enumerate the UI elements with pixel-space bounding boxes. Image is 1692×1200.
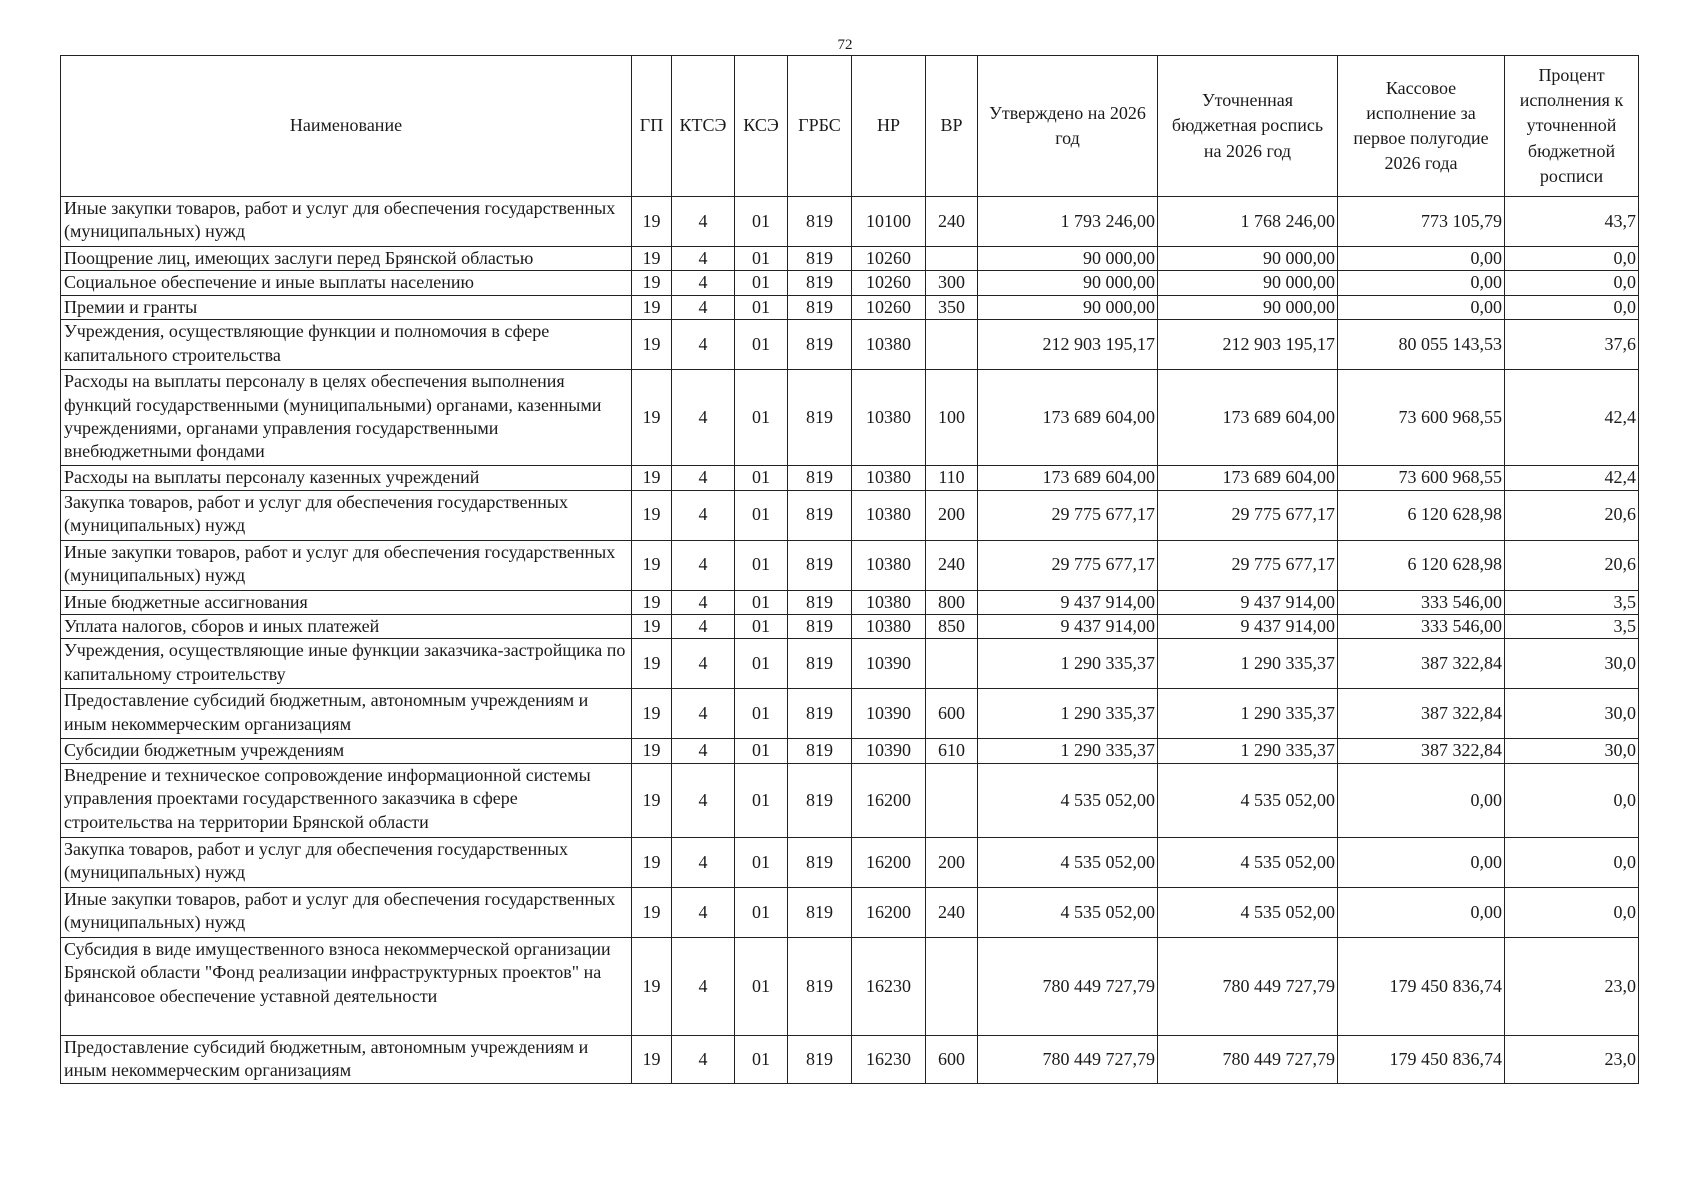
cell-approved: 4 535 052,00 [978,887,1158,937]
table-header-row [61,56,1639,197]
header-refined: Уточненная бюджетная роспись на 2026 год [1158,56,1338,197]
table-row [61,197,1639,247]
cell-refined: 90 000,00 [1158,247,1338,271]
cell-ktse: 4 [672,370,735,466]
cell-np: 10380 [852,540,926,590]
cell-grbs: 819 [788,540,852,590]
cell-gp: 19 [632,689,672,739]
cell-kse: 01 [735,197,788,247]
cell-gp: 19 [632,295,672,319]
cell-approved: 1 290 335,37 [978,689,1158,739]
header-approved: Утверждено на 2026 год [978,56,1158,197]
cell-refined: 90 000,00 [1158,271,1338,295]
cell-name: Субсидии бюджетным учреждениям [61,739,632,763]
cell-name: Иные закупки товаров, работ и услуг для обеспечения государственных (муниципальных) нужд [61,887,632,937]
cell-cash: 773 105,79 [1338,197,1505,247]
cell-grbs: 819 [788,887,852,937]
cell-grbs: 819 [788,370,852,466]
cell-kse: 01 [735,295,788,319]
table-row [61,837,1639,887]
header-np: НР [852,56,926,197]
cell-percent: 3,5 [1505,590,1639,614]
cell-ktse: 4 [672,320,735,370]
cell-vr [926,937,978,1035]
cell-gp: 19 [632,763,672,837]
cell-grbs: 819 [788,739,852,763]
cell-name: Иные закупки товаров, работ и услуг для обеспечения государственных (муниципальных) нужд [61,197,632,247]
cell-grbs: 819 [788,197,852,247]
cell-ktse: 4 [672,197,735,247]
cell-approved: 90 000,00 [978,271,1158,295]
cell-approved: 90 000,00 [978,295,1158,319]
cell-kse: 01 [735,590,788,614]
cell-vr: 300 [926,271,978,295]
cell-kse: 01 [735,540,788,590]
cell-refined: 780 449 727,79 [1158,937,1338,1035]
cell-np: 10380 [852,370,926,466]
cell-approved: 29 775 677,17 [978,490,1158,540]
table-body [61,197,1639,1084]
cell-refined: 1 290 335,37 [1158,739,1338,763]
cell-grbs: 819 [788,689,852,739]
cell-approved: 1 290 335,37 [978,639,1158,689]
header-kse: КСЭ [735,56,788,197]
cell-approved: 212 903 195,17 [978,320,1158,370]
cell-percent: 0,0 [1505,837,1639,887]
cell-name: Расходы на выплаты персоналу в целях обеспечения выполнения функций государственными (муниципальными) органами, казенными учреждениями, органами управления государственными внебюджетными фондами [61,370,632,466]
cell-vr: 610 [926,739,978,763]
cell-vr: 110 [926,466,978,490]
cell-percent: 0,0 [1505,295,1639,319]
cell-approved: 4 535 052,00 [978,763,1158,837]
cell-grbs: 819 [788,837,852,887]
cell-name: Социальное обеспечение и иные выплаты населению [61,271,632,295]
cell-cash: 0,00 [1338,247,1505,271]
cell-gp: 19 [632,739,672,763]
cell-refined: 173 689 604,00 [1158,370,1338,466]
cell-cash: 333 546,00 [1338,614,1505,638]
cell-percent: 20,6 [1505,540,1639,590]
cell-np: 10100 [852,197,926,247]
cell-gp: 19 [632,1035,672,1083]
cell-kse: 01 [735,271,788,295]
cell-kse: 01 [735,887,788,937]
cell-vr [926,247,978,271]
cell-ktse: 4 [672,739,735,763]
cell-name: Внедрение и техническое сопровождение информационной системы управления проектами государственного заказчика в сфере строительства на территории Брянской области [61,763,632,837]
cell-refined: 1 768 246,00 [1158,197,1338,247]
table-row [61,295,1639,319]
cell-approved: 173 689 604,00 [978,370,1158,466]
cell-kse: 01 [735,247,788,271]
header-vr: ВР [926,56,978,197]
table-row [61,370,1639,466]
cell-ktse: 4 [672,295,735,319]
cell-cash: 80 055 143,53 [1338,320,1505,370]
cell-name: Иные бюджетные ассигнования [61,590,632,614]
cell-approved: 29 775 677,17 [978,540,1158,590]
cell-np: 10260 [852,295,926,319]
cell-gp: 19 [632,614,672,638]
cell-ktse: 4 [672,689,735,739]
table-row [61,937,1639,1035]
cell-refined: 29 775 677,17 [1158,490,1338,540]
cell-vr [926,639,978,689]
page-number: 72 [837,37,853,53]
cell-ktse: 4 [672,763,735,837]
cell-ktse: 4 [672,490,735,540]
table-row [61,466,1639,490]
cell-refined: 173 689 604,00 [1158,466,1338,490]
cell-grbs: 819 [788,320,852,370]
cell-cash: 387 322,84 [1338,639,1505,689]
cell-cash: 0,00 [1338,763,1505,837]
cell-name: Уплата налогов, сборов и иных платежей [61,614,632,638]
cell-name: Предоставление субсидий бюджетным, автономным учреждениям и иным некоммерческим организациям [61,689,632,739]
cell-np: 16200 [852,887,926,937]
cell-vr: 850 [926,614,978,638]
cell-refined: 29 775 677,17 [1158,540,1338,590]
cell-ktse: 4 [672,247,735,271]
cell-approved: 9 437 914,00 [978,614,1158,638]
cell-kse: 01 [735,466,788,490]
table-row [61,540,1639,590]
cell-np: 10390 [852,689,926,739]
cell-refined: 9 437 914,00 [1158,590,1338,614]
cell-kse: 01 [735,639,788,689]
cell-name: Закупка товаров, работ и услуг для обеспечения государственных (муниципальных) нужд [61,490,632,540]
cell-grbs: 819 [788,639,852,689]
cell-ktse: 4 [672,540,735,590]
cell-percent: 3,5 [1505,614,1639,638]
table-row [61,887,1639,937]
cell-gp: 19 [632,247,672,271]
cell-ktse: 4 [672,1035,735,1083]
cell-ktse: 4 [672,639,735,689]
cell-name: Закупка товаров, работ и услуг для обеспечения государственных (муниципальных) нужд [61,837,632,887]
cell-kse: 01 [735,837,788,887]
header-cash: Кассовое исполнение за первое полугодие 2026 года [1338,56,1505,197]
cell-percent: 30,0 [1505,739,1639,763]
cell-np: 10380 [852,320,926,370]
header-gp: ГП [632,56,672,197]
cell-refined: 780 449 727,79 [1158,1035,1338,1083]
cell-grbs: 819 [788,271,852,295]
cell-cash: 179 450 836,74 [1338,937,1505,1035]
table-row [61,247,1639,271]
cell-gp: 19 [632,837,672,887]
cell-cash: 387 322,84 [1338,689,1505,739]
cell-vr: 240 [926,540,978,590]
header-name: Наименование [61,56,632,197]
cell-vr: 200 [926,490,978,540]
cell-gp: 19 [632,490,672,540]
cell-grbs: 819 [788,490,852,540]
cell-refined: 4 535 052,00 [1158,837,1338,887]
cell-gp: 19 [632,271,672,295]
cell-percent: 0,0 [1505,247,1639,271]
cell-np: 16230 [852,1035,926,1083]
cell-name: Премии и гранты [61,295,632,319]
cell-refined: 9 437 914,00 [1158,614,1338,638]
cell-kse: 01 [735,763,788,837]
cell-np: 10390 [852,639,926,689]
cell-cash: 179 450 836,74 [1338,1035,1505,1083]
cell-percent: 42,4 [1505,466,1639,490]
table-row [61,320,1639,370]
cell-gp: 19 [632,639,672,689]
cell-approved: 9 437 914,00 [978,590,1158,614]
header-percent: Процент исполнения к уточненной бюджетной росписи [1505,56,1639,197]
cell-kse: 01 [735,937,788,1035]
cell-percent: 0,0 [1505,887,1639,937]
table-row [61,271,1639,295]
table-row [61,689,1639,739]
cell-kse: 01 [735,320,788,370]
cell-vr [926,320,978,370]
cell-np: 10380 [852,614,926,638]
cell-approved: 173 689 604,00 [978,466,1158,490]
cell-np: 10380 [852,466,926,490]
cell-percent: 30,0 [1505,689,1639,739]
cell-vr: 600 [926,1035,978,1083]
cell-np: 16200 [852,763,926,837]
cell-percent: 23,0 [1505,937,1639,1035]
cell-cash: 73 600 968,55 [1338,370,1505,466]
table-row [61,1035,1639,1083]
cell-refined: 4 535 052,00 [1158,763,1338,837]
cell-percent: 42,4 [1505,370,1639,466]
cell-cash: 333 546,00 [1338,590,1505,614]
cell-np: 10380 [852,590,926,614]
cell-refined: 1 290 335,37 [1158,639,1338,689]
cell-vr: 800 [926,590,978,614]
cell-gp: 19 [632,197,672,247]
table-row [61,639,1639,689]
cell-gp: 19 [632,887,672,937]
cell-kse: 01 [735,370,788,466]
cell-cash: 6 120 628,98 [1338,540,1505,590]
cell-approved: 90 000,00 [978,247,1158,271]
cell-np: 10390 [852,739,926,763]
cell-cash: 0,00 [1338,271,1505,295]
cell-vr: 350 [926,295,978,319]
cell-np: 16230 [852,937,926,1035]
cell-gp: 19 [632,370,672,466]
cell-vr: 240 [926,887,978,937]
cell-kse: 01 [735,689,788,739]
cell-gp: 19 [632,466,672,490]
cell-grbs: 819 [788,614,852,638]
cell-approved: 4 535 052,00 [978,837,1158,887]
cell-grbs: 819 [788,1035,852,1083]
cell-name: Поощрение лиц, имеющих заслуги перед Брянской областью [61,247,632,271]
cell-kse: 01 [735,1035,788,1083]
cell-cash: 0,00 [1338,887,1505,937]
cell-refined: 90 000,00 [1158,295,1338,319]
cell-name: Расходы на выплаты персоналу казенных учреждений [61,466,632,490]
cell-vr: 200 [926,837,978,887]
cell-np: 10380 [852,490,926,540]
cell-refined: 1 290 335,37 [1158,689,1338,739]
cell-name: Учреждения, осуществляющие функции и полномочия в сфере капитального строительства [61,320,632,370]
cell-grbs: 819 [788,466,852,490]
cell-cash: 6 120 628,98 [1338,490,1505,540]
cell-name: Предоставление субсидий бюджетным, автономным учреждениям и иным некоммерческим организациям [61,1035,632,1083]
cell-ktse: 4 [672,887,735,937]
cell-np: 10260 [852,247,926,271]
cell-grbs: 819 [788,295,852,319]
cell-approved: 1 793 246,00 [978,197,1158,247]
cell-np: 10260 [852,271,926,295]
cell-grbs: 819 [788,247,852,271]
budget-table [60,55,1639,1084]
table-row [61,763,1639,837]
cell-grbs: 819 [788,937,852,1035]
cell-gp: 19 [632,540,672,590]
cell-vr: 100 [926,370,978,466]
cell-percent: 23,0 [1505,1035,1639,1083]
cell-percent: 43,7 [1505,197,1639,247]
cell-name: Иные закупки товаров, работ и услуг для обеспечения государственных (муниципальных) нужд [61,540,632,590]
cell-cash: 387 322,84 [1338,739,1505,763]
table-row [61,590,1639,614]
cell-kse: 01 [735,739,788,763]
cell-approved: 1 290 335,37 [978,739,1158,763]
cell-ktse: 4 [672,466,735,490]
header-ktse: КТСЭ [672,56,735,197]
cell-ktse: 4 [672,590,735,614]
cell-percent: 30,0 [1505,639,1639,689]
cell-np: 16200 [852,837,926,887]
cell-cash: 0,00 [1338,295,1505,319]
table-row [61,490,1639,540]
cell-gp: 19 [632,937,672,1035]
table-row [61,614,1639,638]
cell-kse: 01 [735,490,788,540]
cell-vr: 600 [926,689,978,739]
cell-gp: 19 [632,320,672,370]
cell-name: Учреждения, осуществляющие иные функции заказчика-застройщика по капитальному строительству [61,639,632,689]
cell-refined: 212 903 195,17 [1158,320,1338,370]
cell-ktse: 4 [672,614,735,638]
header-grbs: ГРБС [788,56,852,197]
cell-percent: 37,6 [1505,320,1639,370]
cell-ktse: 4 [672,271,735,295]
cell-cash: 0,00 [1338,837,1505,887]
cell-grbs: 819 [788,590,852,614]
cell-percent: 20,6 [1505,490,1639,540]
table-row [61,739,1639,763]
cell-percent: 0,0 [1505,271,1639,295]
cell-percent: 0,0 [1505,763,1639,837]
cell-refined: 4 535 052,00 [1158,887,1338,937]
cell-vr [926,763,978,837]
cell-approved: 780 449 727,79 [978,1035,1158,1083]
cell-grbs: 819 [788,763,852,837]
cell-approved: 780 449 727,79 [978,937,1158,1035]
cell-ktse: 4 [672,937,735,1035]
cell-gp: 19 [632,590,672,614]
cell-vr: 240 [926,197,978,247]
cell-name: Субсидия в виде имущественного взноса некоммерческой организации Брянской области "Фонд реализации инфраструктурных проектов" на финансовое обеспечение уставной деятельности [61,937,632,1035]
cell-cash: 73 600 968,55 [1338,466,1505,490]
cell-ktse: 4 [672,837,735,887]
cell-kse: 01 [735,614,788,638]
